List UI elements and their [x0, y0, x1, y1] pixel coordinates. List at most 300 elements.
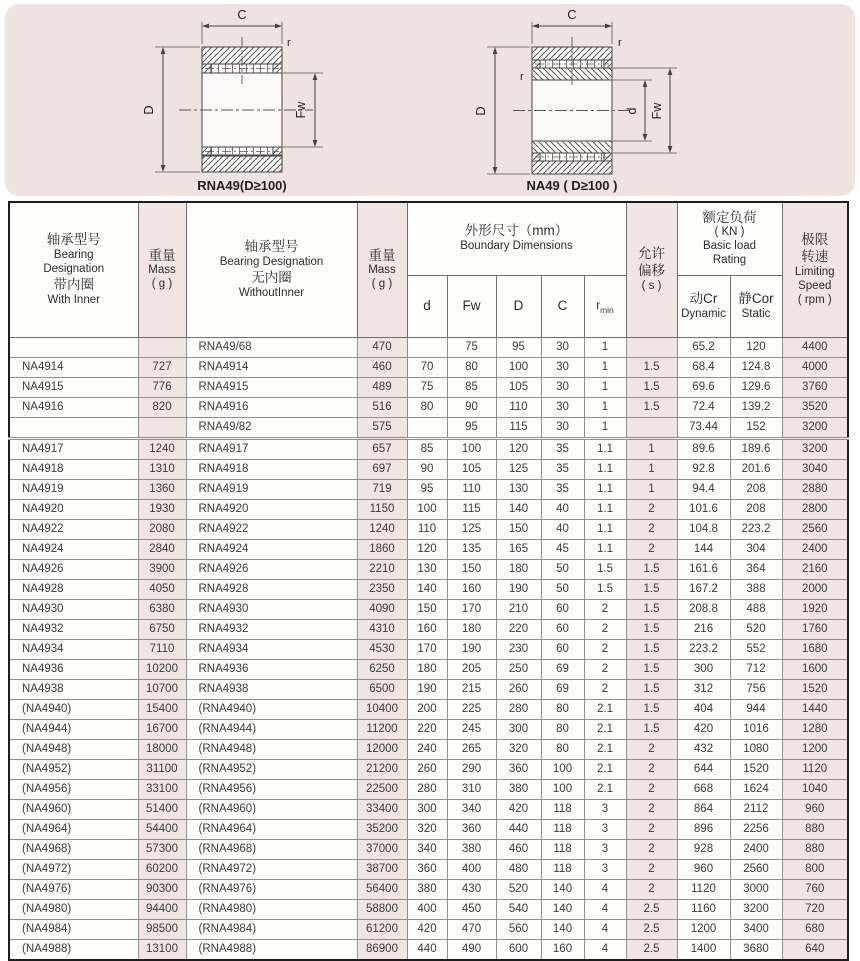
cell-cor-static: 208 [730, 499, 782, 519]
cell-mass-without-inner: 4090 [357, 599, 407, 619]
cell-designation-with-inner: NA4918 [9, 459, 138, 479]
cell-limiting-speed: 680 [782, 919, 848, 939]
header-line: Bearing Designation [219, 255, 324, 268]
cell-D: 600 [496, 939, 541, 960]
cell-mass-without-inner: 489 [357, 377, 407, 397]
cell-mass-with-inner: 820 [138, 397, 186, 417]
table-row [9, 639, 848, 659]
cell-mass-without-inner: 516 [357, 397, 407, 417]
cell-mass-without-inner: 719 [357, 479, 407, 499]
cell-d: 340 [407, 839, 447, 859]
cell-C: 35 [541, 459, 584, 479]
cell-fw: 115 [447, 499, 496, 519]
cell-d: 220 [407, 719, 447, 739]
cell-D: 250 [496, 659, 541, 679]
table-row [9, 619, 848, 639]
cell-C: 30 [541, 377, 584, 397]
cell-s [626, 337, 677, 357]
cell-D: 220 [496, 619, 541, 639]
cell-mass-without-inner: 4310 [357, 619, 407, 639]
cell-D: 110 [496, 397, 541, 417]
cell-designation-without-inner: (RNA4984) [186, 919, 357, 939]
cell-D: 180 [496, 559, 541, 579]
cell-designation-with-inner: (NA4952) [9, 759, 138, 779]
cell-limiting-speed: 1920 [782, 599, 848, 619]
cell-rmin: 1 [584, 337, 626, 357]
cell-rmin: 2 [584, 619, 626, 639]
cell-d: 130 [407, 559, 447, 579]
table-row [9, 459, 848, 479]
cell-s: 2 [626, 859, 677, 879]
cell-designation-with-inner [9, 337, 138, 357]
cell-s: 1.5 [626, 377, 677, 397]
cell-D: 300 [496, 719, 541, 739]
dim-label-r-top: r [618, 37, 622, 49]
cell-fw: 110 [447, 479, 496, 499]
header-fw: Fw [447, 275, 496, 337]
cell-d: 240 [407, 739, 447, 759]
cell-s: 2 [626, 779, 677, 799]
cell-rmin: 2.1 [584, 779, 626, 799]
cell-limiting-speed: 2560 [782, 519, 848, 539]
cell-C: 140 [541, 899, 584, 919]
header-line: 转速 [801, 249, 829, 265]
cell-C: 69 [541, 679, 584, 699]
cell-mass-with-inner: 94400 [138, 899, 186, 919]
cell-fw: 450 [447, 899, 496, 919]
cell-mass-with-inner: 51400 [138, 799, 186, 819]
table-row [9, 719, 848, 739]
cell-d: 440 [407, 939, 447, 960]
header-line: 额定负荷 [702, 209, 757, 225]
cell-mass-without-inner: 6250 [357, 659, 407, 679]
cell-rmin: 2 [584, 599, 626, 619]
cell-s: 2 [626, 839, 677, 859]
cell-limiting-speed: 1280 [782, 719, 848, 739]
cell-D: 460 [496, 839, 541, 859]
header-line: Designation [43, 262, 105, 275]
cell-cor-static: 3680 [730, 939, 782, 960]
cell-cr-dynamic: 644 [677, 759, 730, 779]
cell-C: 35 [541, 438, 584, 459]
bearing-spec-table [8, 201, 849, 961]
cell-limiting-speed: 960 [782, 799, 848, 819]
cell-designation-without-inner: RNA4914 [186, 357, 357, 377]
cell-D: 380 [496, 779, 541, 799]
cell-rmin: 2.1 [584, 699, 626, 719]
cell-d: 70 [407, 357, 447, 377]
cell-D: 520 [496, 879, 541, 899]
cell-cor-static: 488 [730, 599, 782, 619]
cell-mass-without-inner: 38700 [357, 859, 407, 879]
header-line: 动Cr [689, 290, 718, 306]
header-mass-without-inner [357, 202, 407, 337]
cell-C: 30 [541, 357, 584, 377]
cell-mass-with-inner: 1360 [138, 479, 186, 499]
cell-limiting-speed: 880 [782, 839, 848, 859]
cell-mass-with-inner: 727 [138, 357, 186, 377]
cell-fw: 190 [447, 639, 496, 659]
header-line: 轴承型号 [244, 239, 299, 255]
header-line: 轴承型号 [46, 232, 101, 248]
cell-mass-with-inner [138, 337, 186, 357]
cell-rmin: 2.1 [584, 739, 626, 759]
cell-mass-with-inner: 10700 [138, 679, 186, 699]
header-cor-static [730, 275, 782, 337]
cell-d: 95 [407, 479, 447, 499]
cell-C: 35 [541, 479, 584, 499]
cell-designation-without-inner: RNA4932 [186, 619, 357, 639]
cell-designation-with-inner: (NA4956) [9, 779, 138, 799]
cell-cr-dynamic: 167.2 [677, 579, 730, 599]
cell-C: 80 [541, 719, 584, 739]
cell-mass-without-inner: 86900 [357, 939, 407, 960]
header-line: With Inner [47, 293, 100, 306]
cell-limiting-speed: 760 [782, 879, 848, 899]
cell-designation-with-inner: (NA4964) [9, 819, 138, 839]
table-row [9, 759, 848, 779]
cell-d [407, 417, 447, 438]
cell-fw: 490 [447, 939, 496, 960]
header-line: Speed [798, 279, 832, 292]
header-outer-diameter: D [496, 275, 541, 337]
header-line: Mass [368, 264, 396, 277]
cell-cr-dynamic: 896 [677, 819, 730, 839]
cell-mass-without-inner: 2350 [357, 579, 407, 599]
cell-C: 80 [541, 699, 584, 719]
cell-cor-static: 304 [730, 539, 782, 559]
cell-designation-without-inner: (RNA4988) [186, 939, 357, 960]
cell-limiting-speed: 2880 [782, 479, 848, 499]
cell-mass-with-inner: 15400 [138, 699, 186, 719]
cell-designation-without-inner: (RNA4948) [186, 739, 357, 759]
cell-designation-without-inner: RNA4924 [186, 539, 357, 559]
cell-designation-without-inner: (RNA4952) [186, 759, 357, 779]
table-row [9, 799, 848, 819]
cell-fw: 400 [447, 859, 496, 879]
cell-designation-without-inner: RNA4918 [186, 459, 357, 479]
cell-cr-dynamic: 300 [677, 659, 730, 679]
cell-cor-static: 223.2 [730, 519, 782, 539]
cell-mass-without-inner: 22500 [357, 779, 407, 799]
cell-d: 180 [407, 659, 447, 679]
cell-mass-without-inner: 657 [357, 438, 407, 459]
table-row [9, 739, 848, 759]
cell-cr-dynamic: 960 [677, 859, 730, 879]
cell-s: 2 [626, 799, 677, 819]
cell-designation-with-inner: (NA4988) [9, 939, 138, 960]
cell-cr-dynamic: 144 [677, 539, 730, 559]
diagram-caption-rna49: RNA49(D≥100) [197, 178, 287, 193]
cell-fw: 125 [447, 519, 496, 539]
cell-s: 1 [626, 438, 677, 459]
cell-fw: 310 [447, 779, 496, 799]
cell-limiting-speed: 2400 [782, 539, 848, 559]
cell-d: 200 [407, 699, 447, 719]
outer-ring-bottom [532, 161, 612, 174]
cell-limiting-speed: 1600 [782, 659, 848, 679]
cell-cr-dynamic: 1160 [677, 899, 730, 919]
cell-rmin: 1 [584, 357, 626, 377]
header-line: Limiting [794, 265, 835, 278]
cell-designation-without-inner: RNA4928 [186, 579, 357, 599]
cell-rmin: 2.1 [584, 759, 626, 779]
cell-d: 140 [407, 579, 447, 599]
cell-cr-dynamic: 668 [677, 779, 730, 799]
cell-D: 140 [496, 499, 541, 519]
cell-rmin: 3 [584, 839, 626, 859]
cell-s: 2.5 [626, 899, 677, 919]
cell-rmin: 1 [584, 397, 626, 417]
cell-cor-static: 520 [730, 619, 782, 639]
cell-D: 210 [496, 599, 541, 619]
cell-fw: 470 [447, 919, 496, 939]
cell-fw: 180 [447, 619, 496, 639]
cell-designation-without-inner: (RNA4944) [186, 719, 357, 739]
header-line: 重量 [368, 247, 396, 263]
cell-s: 1 [626, 479, 677, 499]
cell-cor-static: 756 [730, 679, 782, 699]
cell-rmin: 2 [584, 659, 626, 679]
cell-rmin: 1.1 [584, 459, 626, 479]
cell-designation-with-inner: NA4932 [9, 619, 138, 639]
cell-designation-with-inner: NA4934 [9, 639, 138, 659]
cell-limiting-speed: 4000 [782, 357, 848, 377]
header-line: 静Cor [738, 290, 774, 306]
cell-D: 230 [496, 639, 541, 659]
cell-cr-dynamic: 1120 [677, 879, 730, 899]
cell-limiting-speed: 640 [782, 939, 848, 960]
cell-cr-dynamic: 312 [677, 679, 730, 699]
table-row [9, 377, 848, 397]
cell-D: 560 [496, 919, 541, 939]
cell-limiting-speed: 1120 [782, 759, 848, 779]
cell-D: 165 [496, 539, 541, 559]
cell-designation-without-inner: (RNA4940) [186, 699, 357, 719]
cell-cr-dynamic: 101.6 [677, 499, 730, 519]
cell-designation-without-inner: (RNA4976) [186, 879, 357, 899]
cell-s: 1 [626, 459, 677, 479]
cell-designation-without-inner: RNA4920 [186, 499, 357, 519]
cell-s: 2 [626, 819, 677, 839]
header-boundary-dimensions [407, 202, 626, 275]
cell-mass-with-inner: 90300 [138, 879, 186, 899]
cell-s: 1.5 [626, 357, 677, 377]
header-designation-with-inner [9, 202, 138, 337]
cell-mass-without-inner: 470 [357, 337, 407, 357]
cell-limiting-speed: 3200 [782, 417, 848, 438]
cell-mass-with-inner: 2840 [138, 539, 186, 559]
dim-label-c: C [567, 7, 577, 22]
cell-designation-without-inner: (RNA4960) [186, 799, 357, 819]
cell-designation-without-inner: RNA4922 [186, 519, 357, 539]
cell-d: 300 [407, 799, 447, 819]
cell-rmin: 1.1 [584, 519, 626, 539]
cell-D: 440 [496, 819, 541, 839]
cell-limiting-speed: 2000 [782, 579, 848, 599]
cell-mass-without-inner: 61200 [357, 919, 407, 939]
cell-limiting-speed: 2800 [782, 499, 848, 519]
cell-designation-without-inner: (RNA4968) [186, 839, 357, 859]
cell-mass-with-inner [138, 417, 186, 438]
cell-fw: 95 [447, 417, 496, 438]
cell-limiting-speed: 3040 [782, 459, 848, 479]
dim-label-outer-diameter: D [141, 105, 156, 115]
cell-s: 1.5 [626, 679, 677, 699]
cell-cor-static: 208 [730, 479, 782, 499]
cell-cr-dynamic: 104.8 [677, 519, 730, 539]
cell-designation-with-inner: NA4917 [9, 438, 138, 459]
cell-fw: 290 [447, 759, 496, 779]
cell-fw: 100 [447, 438, 496, 459]
cell-C: 118 [541, 799, 584, 819]
cell-cr-dynamic: 68.4 [677, 357, 730, 377]
cell-D: 130 [496, 479, 541, 499]
cell-rmin: 2 [584, 639, 626, 659]
cell-designation-with-inner: NA4936 [9, 659, 138, 679]
cell-fw: 135 [447, 539, 496, 559]
header-misalignment [626, 202, 677, 337]
header-line: 带内圈 [53, 276, 94, 292]
header-designation-without-inner [186, 202, 357, 337]
cell-s: 1.5 [626, 699, 677, 719]
cell-cr-dynamic: 223.2 [677, 639, 730, 659]
cell-cor-static: 3400 [730, 919, 782, 939]
header-d: d [407, 275, 447, 337]
cell-designation-with-inner: NA4924 [9, 539, 138, 559]
cell-fw: 340 [447, 799, 496, 819]
cell-designation-with-inner: (NA4976) [9, 879, 138, 899]
cell-mass-with-inner: 1240 [138, 438, 186, 459]
table-row [9, 699, 848, 719]
table-row [9, 859, 848, 879]
cell-mass-without-inner: 21200 [357, 759, 407, 779]
cell-D: 150 [496, 519, 541, 539]
cell-designation-with-inner: (NA4980) [9, 899, 138, 919]
cell-s: 2 [626, 739, 677, 759]
cell-fw: 90 [447, 397, 496, 417]
cell-mass-without-inner: 4530 [357, 639, 407, 659]
cell-designation-without-inner: (RNA4956) [186, 779, 357, 799]
table-row [9, 337, 848, 357]
cell-limiting-speed: 2160 [782, 559, 848, 579]
dim-label-outer-diameter: D [473, 106, 488, 116]
cell-d [407, 337, 447, 357]
table-row [9, 579, 848, 599]
cell-cr-dynamic: 404 [677, 699, 730, 719]
table-row [9, 679, 848, 699]
cell-mass-with-inner: 6380 [138, 599, 186, 619]
cell-cor-static: 129.6 [730, 377, 782, 397]
cell-rmin: 4 [584, 899, 626, 919]
table-body [9, 337, 848, 960]
cell-C: 60 [541, 619, 584, 639]
cell-cr-dynamic: 216 [677, 619, 730, 639]
cell-mass-with-inner: 13100 [138, 939, 186, 960]
cell-designation-without-inner: RNA4919 [186, 479, 357, 499]
cell-cor-static: 2112 [730, 799, 782, 819]
cell-d: 100 [407, 499, 447, 519]
cell-designation-without-inner: RNA49/68 [186, 337, 357, 357]
cell-designation-without-inner: RNA49/82 [186, 417, 357, 438]
cell-designation-with-inner: (NA4940) [9, 699, 138, 719]
cell-s: 2 [626, 759, 677, 779]
cell-designation-with-inner: NA4920 [9, 499, 138, 519]
cell-cor-static: 139.2 [730, 397, 782, 417]
cell-limiting-speed: 1040 [782, 779, 848, 799]
header-line: WithoutInner [238, 286, 305, 299]
header-line: 重量 [148, 247, 176, 263]
cell-fw: 205 [447, 659, 496, 679]
dim-label-c: C [237, 7, 247, 22]
cell-cor-static: 124.8 [730, 357, 782, 377]
cell-designation-with-inner: NA4916 [9, 397, 138, 417]
cell-rmin: 1.5 [584, 559, 626, 579]
cell-D: 95 [496, 337, 541, 357]
cell-D: 420 [496, 799, 541, 819]
header-line: ( KN ) [714, 226, 745, 239]
header-line: ( g ) [151, 278, 173, 291]
cell-s [626, 417, 677, 438]
cell-designation-without-inner: (RNA4980) [186, 899, 357, 919]
table-row [9, 599, 848, 619]
cell-mass-with-inner: 98500 [138, 919, 186, 939]
cell-mass-without-inner: 33400 [357, 799, 407, 819]
cell-cor-static: 2400 [730, 839, 782, 859]
header-line: 允许 [638, 245, 665, 261]
header-basic-load-rating [677, 202, 782, 275]
bearing-diagram-na49 [437, 4, 737, 196]
cell-rmin: 2.1 [584, 719, 626, 739]
header-line: Static [741, 307, 771, 320]
cell-limiting-speed: 800 [782, 859, 848, 879]
diagram-panel [5, 4, 855, 196]
cell-d: 120 [407, 539, 447, 559]
cell-mass-with-inner: 54400 [138, 819, 186, 839]
cell-limiting-speed: 3520 [782, 397, 848, 417]
cell-cr-dynamic: 208.8 [677, 599, 730, 619]
cell-C: 60 [541, 639, 584, 659]
cell-mass-without-inner: 37000 [357, 839, 407, 859]
cell-cr-dynamic: 65.2 [677, 337, 730, 357]
cell-fw: 85 [447, 377, 496, 397]
cell-mass-without-inner: 697 [357, 459, 407, 479]
table-row [9, 939, 848, 960]
bearing-diagram-rna49 [117, 4, 417, 196]
header-line: ( g ) [371, 278, 393, 291]
cell-cor-static: 2560 [730, 859, 782, 879]
cell-limiting-speed: 1680 [782, 639, 848, 659]
cell-cor-static: 1016 [730, 719, 782, 739]
cell-designation-with-inner: (NA4960) [9, 799, 138, 819]
cell-mass-without-inner: 6500 [357, 679, 407, 699]
cell-s: 2 [626, 519, 677, 539]
dim-label-fw: Fw [294, 101, 308, 119]
table-row [9, 397, 848, 417]
cell-designation-without-inner: RNA4915 [186, 377, 357, 397]
table-row [9, 438, 848, 459]
cell-mass-with-inner: 16700 [138, 719, 186, 739]
cell-s: 1.5 [626, 599, 677, 619]
cell-d: 280 [407, 779, 447, 799]
cell-mass-with-inner: 2080 [138, 519, 186, 539]
cell-mass-with-inner: 3900 [138, 559, 186, 579]
cell-cr-dynamic: 73.44 [677, 417, 730, 438]
table-row [9, 659, 848, 679]
header-line: 极限 [801, 232, 829, 248]
cell-mass-with-inner: 10200 [138, 659, 186, 679]
cell-cor-static: 120 [730, 337, 782, 357]
